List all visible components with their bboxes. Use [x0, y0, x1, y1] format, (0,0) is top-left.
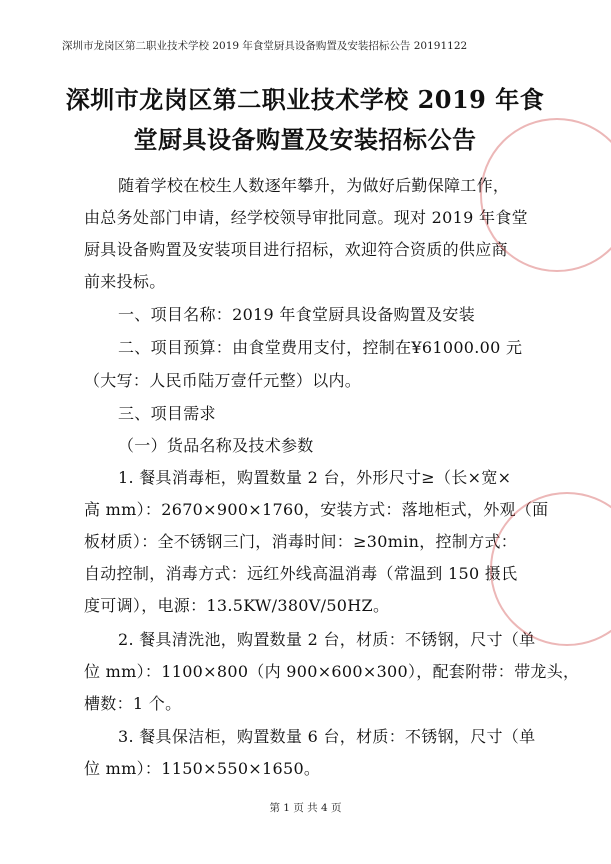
budget-line: 二、项目预算：由食堂费用支付，控制在¥61000.00 元 — [118, 338, 523, 357]
item2-line: 位 mm）：1100×800（内 900×600×300），配套附带：带龙头， — [84, 662, 580, 681]
requirements-heading: 三、项目需求 — [118, 404, 216, 423]
budget-line: （大写：人民币陆万壹仟元整）以内。 — [84, 371, 362, 390]
page-footer: 第 1 页 共 4 页 — [269, 802, 342, 814]
item3-line: 位 mm）：1150×550×1650。 — [84, 759, 321, 778]
running-header: 深圳市龙岗区第二职业技术学校 2019 年食堂厨具设备购置及安装招标公告 20191122 — [62, 40, 468, 52]
item2-line: 2. 餐具清洗池，购置数量 2 台，材质：不锈钢，尺寸（单 — [118, 630, 536, 649]
item1-line: 高 mm）：2670×900×1760，安装方式：落地柜式，外观（面 — [84, 500, 549, 519]
document-title-line-1: 深圳市龙岗区第二职业技术学校 2019 年食 — [65, 85, 545, 114]
item1-line: 自动控制，消毒方式：远红外线高温消毒（常温到 150 摄氏 — [84, 564, 518, 583]
intro-line: 厨具设备购置及安装项目进行招标，欢迎符合资质的供应商 — [84, 240, 508, 259]
item1-line: 1. 餐具消毒柜，购置数量 2 台，外形尺寸≥（长×宽× — [118, 468, 512, 487]
intro-line: 由总务处部门申请，经学校领导审批同意。现对 2019 年食堂 — [84, 208, 528, 227]
item1-line: 板材质）：全不锈钢三门，消毒时间：≥30min，控制方式： — [84, 532, 518, 551]
item3-line: 3. 餐具保洁柜，购置数量 6 台，材质：不锈钢，尺寸（单 — [118, 727, 536, 746]
goods-subheading: （一）货品名称及技术参数 — [118, 436, 314, 455]
item2-line: 槽数：1 个。 — [84, 694, 182, 713]
intro-line: 随着学校在校生人数逐年攀升，为做好后勤保障工作， — [118, 176, 510, 195]
item1-line: 度可调），电源：13.5KW/380V/50HZ。 — [84, 596, 390, 615]
document-title-line-2: 堂厨具设备购置及安装招标公告 — [133, 125, 477, 154]
intro-line: 前来投标。 — [84, 272, 166, 291]
project-name: 一、项目名称：2019 年食堂厨具设备购置及安装 — [118, 305, 476, 324]
